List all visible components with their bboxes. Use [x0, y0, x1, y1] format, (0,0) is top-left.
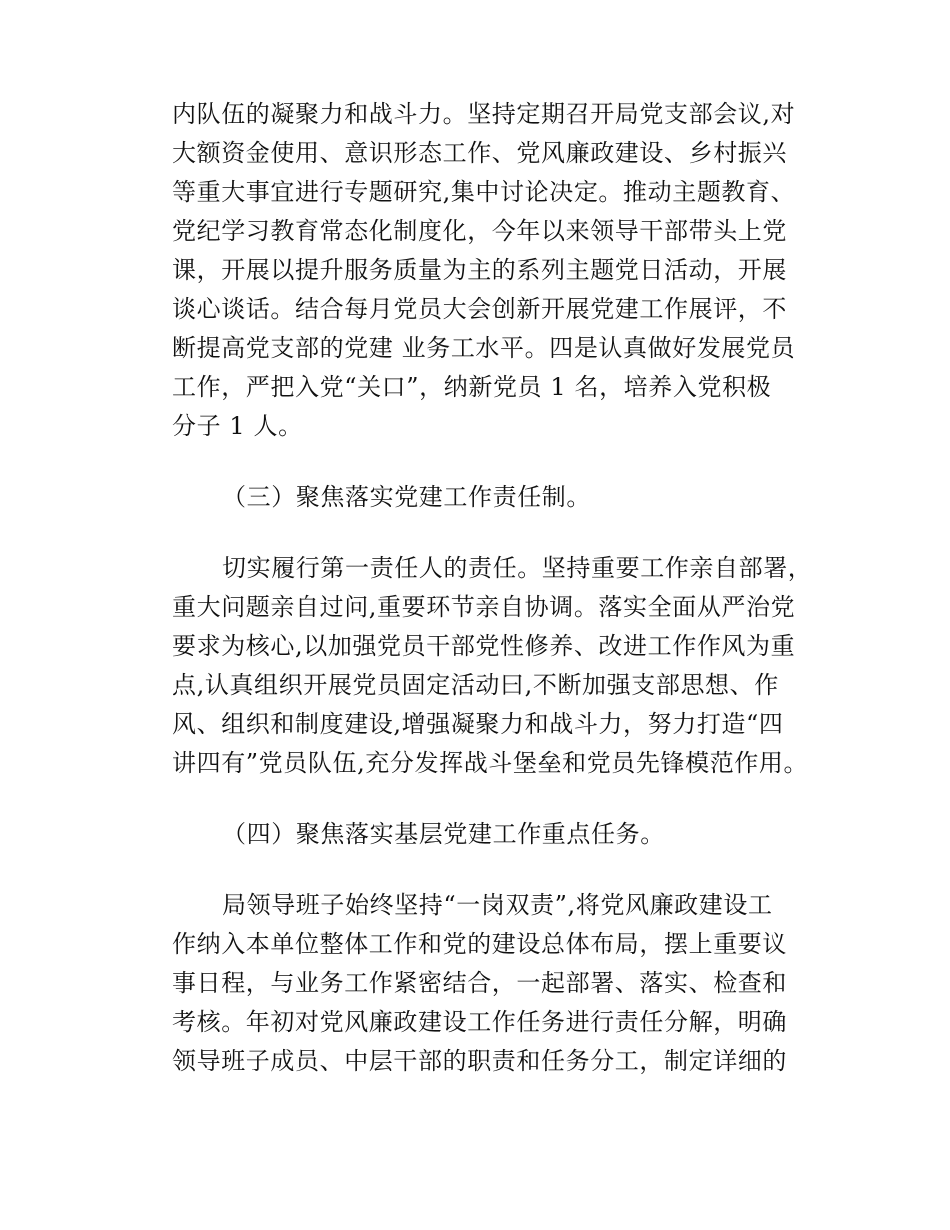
paragraph-gap — [172, 517, 832, 549]
text-line: 谈心谈话。结合每月党员大会创新开展党建工作展评，不 — [172, 295, 787, 323]
text-line: 断提高党支部的党建 业务工水平。四是认真做好发展党员 — [172, 334, 796, 362]
text-line: 内队伍的凝聚力和战斗力。坚持定期召开局党支部会议,对 — [172, 100, 796, 128]
text-line: 等重大事宜进行专题研究,集中讨论决定。推动主题教育、 — [172, 178, 796, 206]
text-line: 重大问题亲自过问,重要环节亲自协调。落实全面从严治党 — [172, 593, 796, 621]
text-line: 点,认真组织开展党员固定活动曰,不断加强支部思想、作 — [172, 671, 779, 699]
text-line: 讲四有”党员队伍,充分发挥战斗堡垒和党员先锋模范作用。 — [172, 749, 809, 777]
text-line: 大额资金使用、意识形态工作、党风廉政建设、乡村振兴 — [172, 139, 787, 167]
text-line: 分子 1 人。 — [172, 412, 303, 440]
text-line: 要求为核心,以加强党员干部党性修养、改进工作作风为重 — [172, 632, 796, 660]
text-line: 工作，严把入党“关口”，纳新党员 1 名，培养入党积极 — [172, 373, 772, 401]
text-line: 局领导班子始终坚持“一岗双责”,将党风廉政建设工 — [222, 891, 773, 919]
section-heading-3: （三）聚焦落实党建工作责任制。 — [222, 483, 591, 511]
section-heading-4: （四）聚焦落实基层党建工作重点任务。 — [222, 820, 665, 848]
text-line: 作纳入本单位整体工作和党的建设总体布局，摆上重要议 — [172, 930, 787, 958]
text-line: 切实履行第一责任人的责任。坚持重要工作亲自部署， — [222, 554, 813, 582]
document-body — [172, 95, 832, 1081]
text-line: 事日程，与业务工作紧密结合，一起部署、落实、检查和 — [172, 969, 787, 997]
paragraph-gap — [172, 446, 832, 478]
text-line: 领导班子成员、中层干部的职责和任务分工，制定详细的 — [172, 1047, 787, 1075]
text-line: 党纪学习教育常态化制度化，今年以来领导干部带头上党 — [172, 217, 787, 245]
text-line: 风、组织和制度建设,增强凝聚力和战斗力，努力打造“四 — [172, 710, 784, 738]
paragraph-gap — [172, 854, 832, 886]
text-line: 考核。年初对党风廉政建设工作任务进行责任分解，明确 — [172, 1008, 787, 1036]
paragraph-gap — [172, 783, 832, 815]
text-line: 课，开展以提升服务质量为主的系列主题党日活动，开展 — [172, 256, 787, 284]
